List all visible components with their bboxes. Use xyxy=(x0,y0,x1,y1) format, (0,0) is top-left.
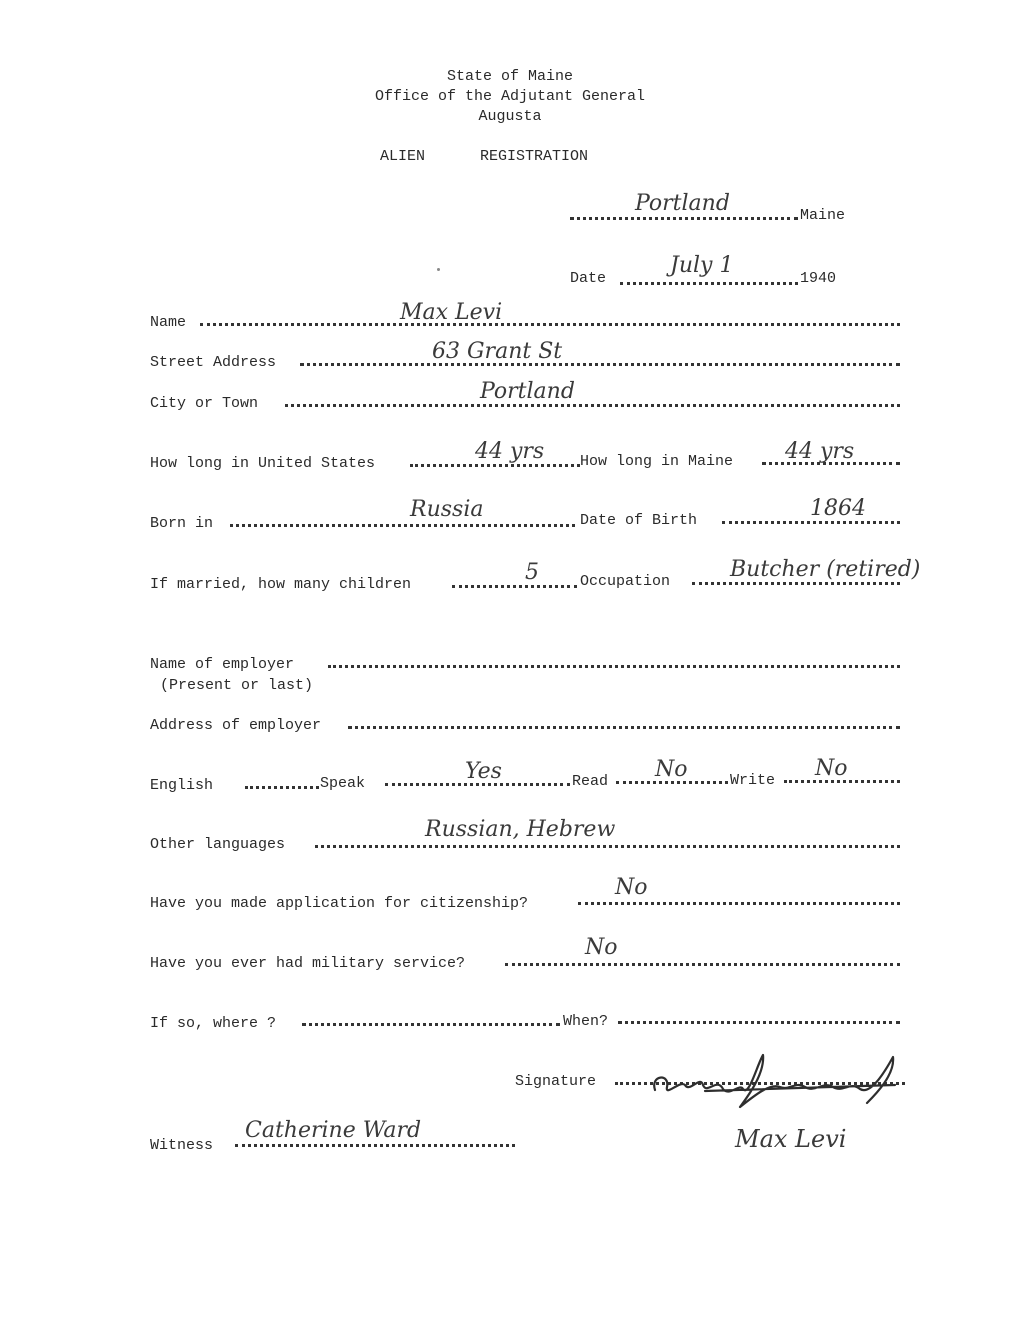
witness-label: Witness xyxy=(150,1137,214,1154)
military-label: Have you ever had military service? xyxy=(150,955,466,972)
signature-printed-name: Max Levi xyxy=(735,1125,847,1153)
citizenship-value: No xyxy=(615,875,648,900)
header-office: Office of the Adjutant General xyxy=(374,88,646,105)
header-alien: ALIEN xyxy=(380,148,426,165)
employer-address-dots xyxy=(348,724,900,729)
street-value: 63 Grant St xyxy=(432,339,563,364)
us-duration-value: 44 yrs xyxy=(475,439,545,464)
when-dots xyxy=(618,1019,900,1024)
employer-address-label: Address of employer xyxy=(150,717,322,734)
speak-value: Yes xyxy=(465,759,502,784)
other-languages-label: Other languages xyxy=(150,836,286,853)
header-city: Augusta xyxy=(478,108,542,125)
military-value: No xyxy=(585,935,618,960)
born-value: Russia xyxy=(410,497,484,522)
date-year: 1940 xyxy=(800,270,837,287)
born-label: Born in xyxy=(150,515,214,532)
name-dots xyxy=(200,321,900,326)
citizenship-label: Have you made application for citizenship? xyxy=(150,895,529,912)
name-value: Max Levi xyxy=(400,300,503,325)
write-label: Write xyxy=(730,772,776,789)
header-state: State of Maine xyxy=(446,68,574,85)
city-dots xyxy=(285,402,900,407)
date-label: Date xyxy=(570,270,607,287)
maine-duration-value: 44 yrs xyxy=(785,439,855,464)
employer-dots xyxy=(328,663,900,668)
employer-sublabel: (Present or last) xyxy=(160,677,314,694)
street-dots xyxy=(300,361,900,366)
paper-speck xyxy=(437,268,440,271)
other-languages-value: Russian, Hebrew xyxy=(425,817,616,842)
signature-label: Signature xyxy=(515,1073,597,1090)
place-suffix: Maine xyxy=(800,207,846,224)
read-value: No xyxy=(655,757,688,782)
occupation-value: Butcher (retired) xyxy=(730,557,921,582)
date-dots xyxy=(620,280,798,285)
english-dots xyxy=(245,784,319,789)
name-label: Name xyxy=(150,314,187,331)
dob-label: Date of Birth xyxy=(580,512,698,529)
header-registration: REGISTRATION xyxy=(480,148,589,165)
signature-scrawl xyxy=(645,1045,915,1115)
read-label: Read xyxy=(572,773,609,790)
witness-value: Catherine Ward xyxy=(245,1118,422,1143)
maine-duration-label: How long in Maine xyxy=(580,453,734,470)
when-label: When? xyxy=(563,1013,609,1030)
date-value: July 1 xyxy=(670,253,734,278)
born-dots xyxy=(230,522,575,527)
dob-value: 1864 xyxy=(810,496,866,521)
write-value: No xyxy=(815,756,848,781)
children-value: 5 xyxy=(525,560,539,585)
place-value: Portland xyxy=(635,191,730,216)
military-dots xyxy=(505,961,900,966)
speak-label: Speak xyxy=(320,775,366,792)
if-so-label: If so, where ? xyxy=(150,1015,277,1032)
us-duration-label: How long in United States xyxy=(150,455,376,472)
city-label: City or Town xyxy=(150,395,259,412)
citizenship-dots xyxy=(578,900,900,905)
occupation-label: Occupation xyxy=(580,573,671,590)
street-label: Street Address xyxy=(150,354,277,371)
children-dots xyxy=(452,583,577,588)
english-label: English xyxy=(150,777,214,794)
other-languages-dots xyxy=(315,843,900,848)
city-value: Portland xyxy=(480,379,575,404)
if-so-dots xyxy=(302,1021,560,1026)
children-label: If married, how many children xyxy=(150,576,412,593)
employer-label: Name of employer xyxy=(150,656,295,673)
